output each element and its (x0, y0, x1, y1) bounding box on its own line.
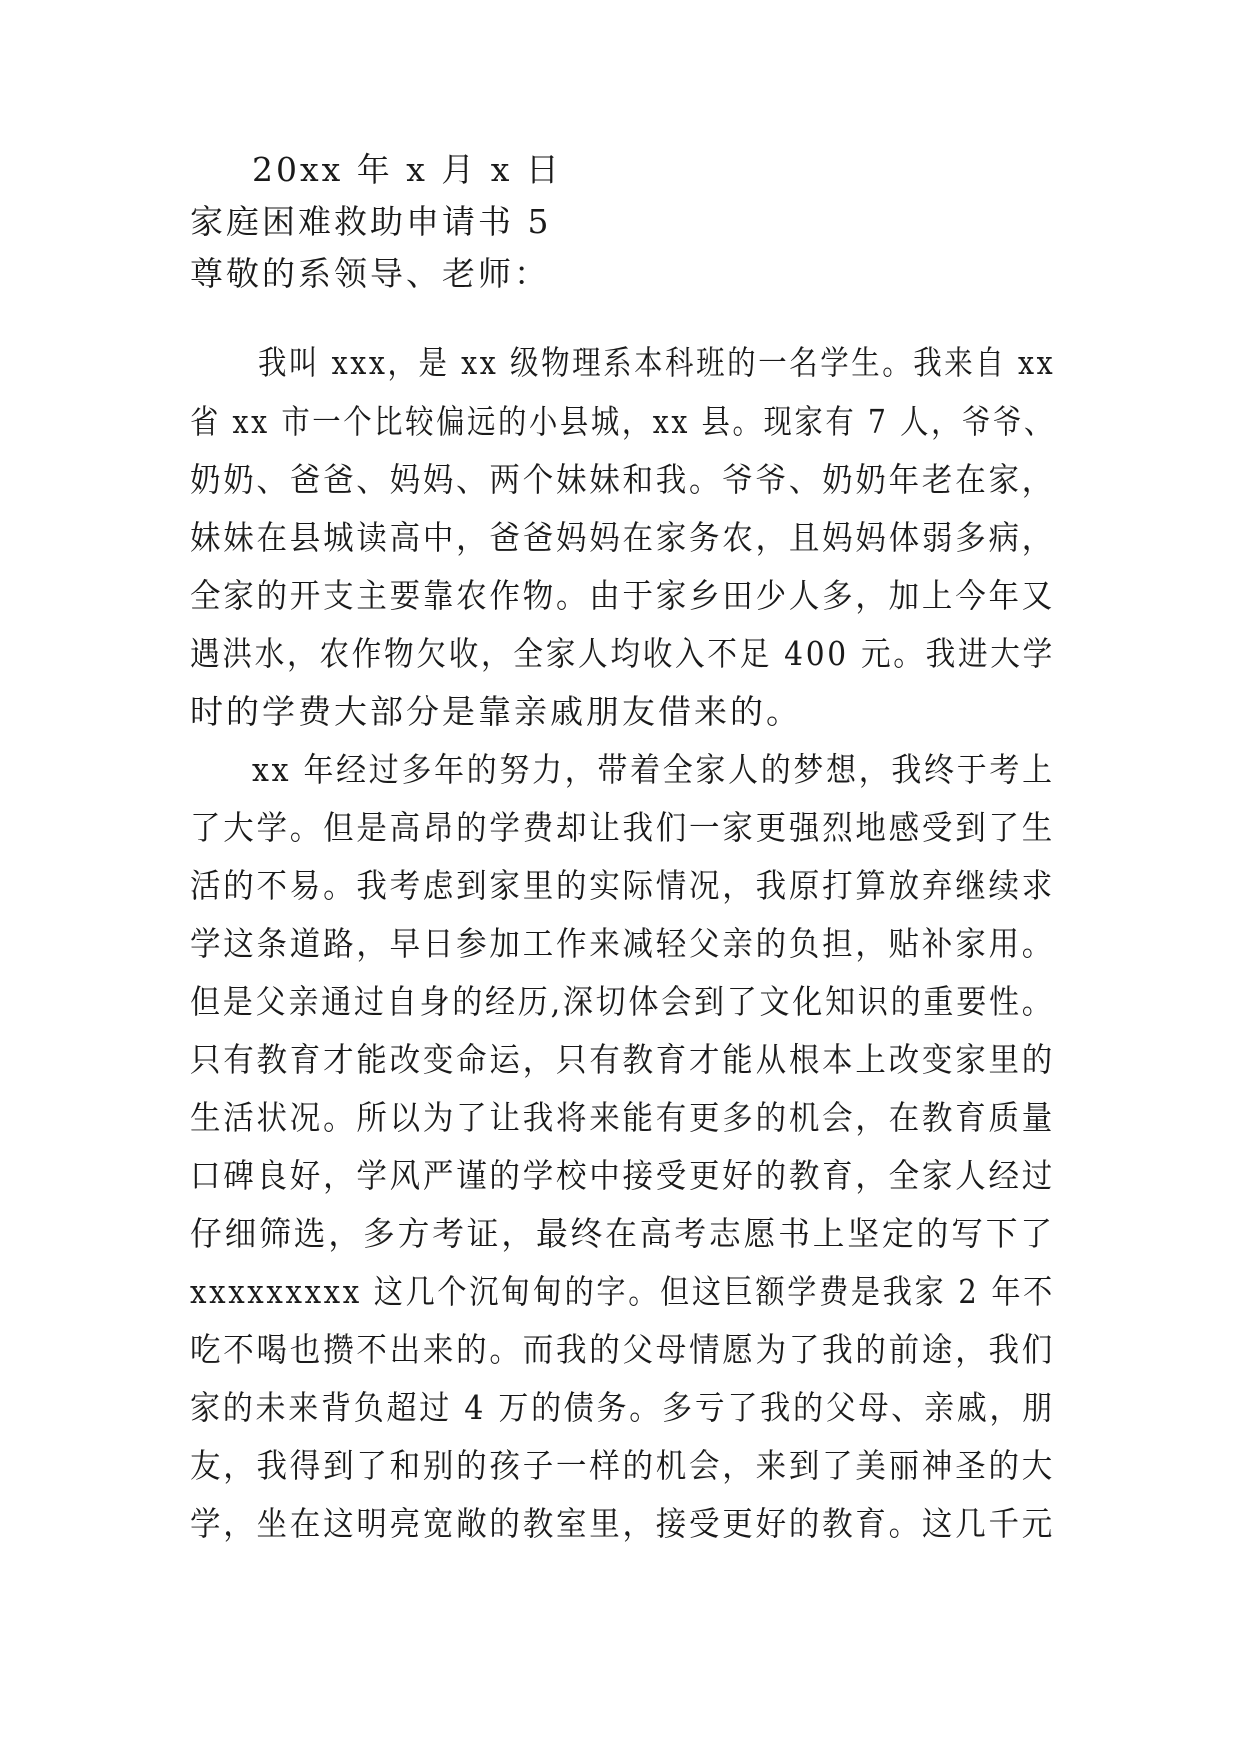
paragraph-line: 但是父亲通过自身的经历,深切体会到了文化知识的重要性。 (190, 982, 1055, 1021)
paragraph-line: 家的未来背负超过 4 万的债务。多亏了我的父母、亲戚，朋 (190, 1388, 1055, 1427)
paragraph-line: 只有教育才能改变命运，只有教育才能从根本上改变家里的 (190, 1040, 1055, 1079)
paragraph-line: 了大学。但是高昂的学费却让我们一家更强烈地感受到了生 (190, 808, 1055, 847)
paragraph-line: 仔细筛选，多方考证，最终在高考志愿书上坚定的写下了 (190, 1214, 1055, 1253)
paragraph-line: 口碑良好，学风严谨的学校中接受更好的教育，全家人经过 (190, 1156, 1055, 1195)
paragraph-line: xxxxxxxxx 这几个沉甸甸的字。但这巨额学费是我家 2 年不 (190, 1272, 1055, 1311)
salutation: 尊敬的系领导、老师： (190, 254, 550, 293)
date-line: 20xx 年 x 月 x 日 (252, 150, 562, 189)
paragraph-line: 我叫 xxx，是 xx 级物理系本科班的一名学生。我来自 xx (258, 343, 1056, 382)
paragraph-line: 全家的开支主要靠农作物。由于家乡田少人多，加上今年又 (190, 576, 1055, 615)
document-title: 家庭困难救助申请书 5 (190, 202, 552, 241)
paragraph-line: 妹妹在县城读高中，爸爸妈妈在家务农，且妈妈体弱多病， (190, 518, 1055, 557)
paragraph-line: xx 年经过多年的努力，带着全家人的梦想，我终于考上 (252, 750, 1055, 789)
paragraph-line: 省 xx 市一个比较偏远的小县城，xx 县。现家有 7 人，爷爷、 (190, 402, 1055, 441)
paragraph-line: 友，我得到了和别的孩子一样的机会，来到了美丽神圣的大 (190, 1446, 1055, 1485)
paragraph-line: 学这条道路，早日参加工作来减轻父亲的负担，贴补家用。 (190, 924, 1055, 963)
paragraph-line: 遇洪水，农作物欠收，全家人均收入不足 400 元。我进大学 (190, 634, 1055, 673)
paragraph-line: 吃不喝也攒不出来的。而我的父母情愿为了我的前途，我们 (190, 1330, 1055, 1369)
paragraph-line: 活的不易。我考虑到家里的实际情况，我原打算放弃继续求 (190, 866, 1055, 905)
paragraph-line: 生活状况。所以为了让我将来能有更多的机会，在教育质量 (190, 1098, 1055, 1137)
paragraph-line: 学，坐在这明亮宽敞的教室里，接受更好的教育。这几千元 (190, 1504, 1055, 1543)
paragraph-line: 奶奶、爸爸、妈妈、两个妹妹和我。爷爷、奶奶年老在家， (190, 460, 1055, 499)
paragraph-line: 时的学费大部分是靠亲戚朋友借来的。 (190, 692, 802, 731)
